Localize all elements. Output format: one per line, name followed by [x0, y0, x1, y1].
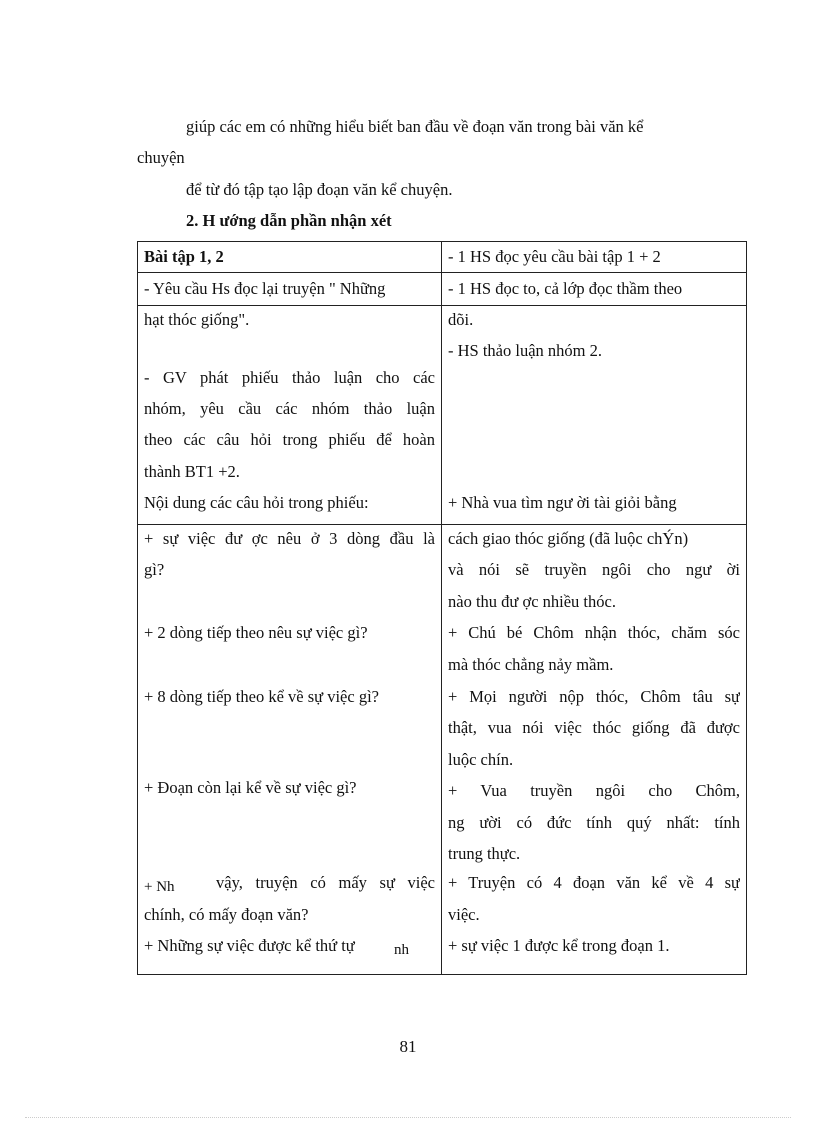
row4-right-line: và nói sẽ truyền ngôi cho ngư ời: [448, 560, 740, 579]
row4-left-line: chính, có mấy đoạn văn?: [144, 905, 309, 924]
row4-right-line: thật, vua nói việc thóc giống đã được: [448, 718, 740, 737]
row3-left-line: hạt thóc giống".: [144, 310, 250, 329]
lesson-table: [137, 241, 747, 975]
intro-line-2: chuyện: [137, 148, 185, 167]
page-bottom-rule: [25, 1117, 791, 1118]
row4-left-line: + 2 dòng tiếp theo nêu sự việc gì?: [144, 623, 368, 642]
row4-right-line: + sự việc 1 được kể trong đoạn 1.: [448, 936, 670, 955]
row3-left-line: Nội dung các câu hỏi trong phiếu:: [144, 493, 369, 512]
table-row-4: [138, 525, 747, 975]
table-row-header: [138, 242, 747, 273]
row2-right: - 1 HS đọc to, cả lớp đọc thầm theo: [448, 279, 683, 298]
row4-left-line: + Đoạn còn lại kể về sự việc gì?: [144, 778, 357, 797]
row3-right-line: - HS thảo luận nhóm 2.: [448, 341, 602, 360]
row4-right-line: luộc chín.: [448, 750, 514, 769]
row3-right-line: dõi.: [448, 310, 474, 329]
row4-right-line: + Truyện có 4 đoạn văn kể về 4 sự: [448, 873, 740, 892]
page-number: 81: [399, 1037, 417, 1056]
row4-right-line: trung thực.: [448, 844, 521, 863]
row3-right-line: + Nhà vua tìm ngư ời tài giỏi bằng: [448, 493, 677, 512]
row3-left-line: nhóm, yêu cầu các nhóm thảo luận: [144, 399, 435, 418]
intro-line-1: giúp các em có những hiểu biết ban đầu về đoạn văn trong bài văn kể: [186, 117, 644, 136]
row4-right-line: + Mọi người nộp thóc, Chôm tâu sự: [448, 687, 740, 706]
row4-right-line: + Vua truyền ngôi cho Chôm,: [448, 781, 740, 800]
row4-left-line: vậy, truyện có mấy sự việc: [216, 873, 435, 892]
row4-left-line: + 8 dòng tiếp theo kể về sự việc gì?: [144, 687, 379, 706]
row4-right-line: nào thu đư ợc nhiều thóc.: [448, 592, 616, 611]
row4-right-line: + Chú bé Chôm nhận thóc, chăm sóc: [448, 623, 740, 642]
row3-left-line: thành BT1 +2.: [144, 462, 240, 481]
row4-left-line: nh: [394, 942, 409, 958]
row4-right-line: mà thóc chẳng nảy mầm.: [448, 655, 614, 674]
row4-left-line: + sự việc đư ợc nêu ở 3 dòng đầu là: [144, 529, 435, 548]
head-right: - 1 HS đọc yêu cầu bài tập 1 + 2: [448, 247, 661, 266]
table-row-2: [138, 273, 747, 306]
row4-right-line: việc.: [448, 905, 480, 924]
row4-right-line: cách giao thóc giống (đã luộc chÝn): [448, 529, 689, 548]
head-left: Bài tập 1, 2: [144, 247, 224, 266]
intro-line-3: để từ đó tập tạo lập đoạn văn kể chuyện.: [186, 180, 453, 199]
table-row-3: [138, 306, 747, 525]
row4-left-line: + Những sự việc được kể thứ tự: [144, 936, 355, 955]
row4-left-line: + Nh: [144, 879, 175, 895]
row4-right-line: ng ười có đức tính quý nhất: tính: [448, 813, 740, 832]
row4-left-line: gì?: [144, 560, 165, 579]
section-heading: 2. H ướng dẫn phần nhận xét: [186, 211, 392, 230]
row2-left: - Yêu cầu Hs đọc lại truyện " Những: [144, 279, 386, 298]
row3-left-line: - GV phát phiếu thảo luận cho các: [144, 368, 435, 387]
row3-left-line: theo các câu hỏi trong phiếu để hoàn: [144, 430, 435, 449]
